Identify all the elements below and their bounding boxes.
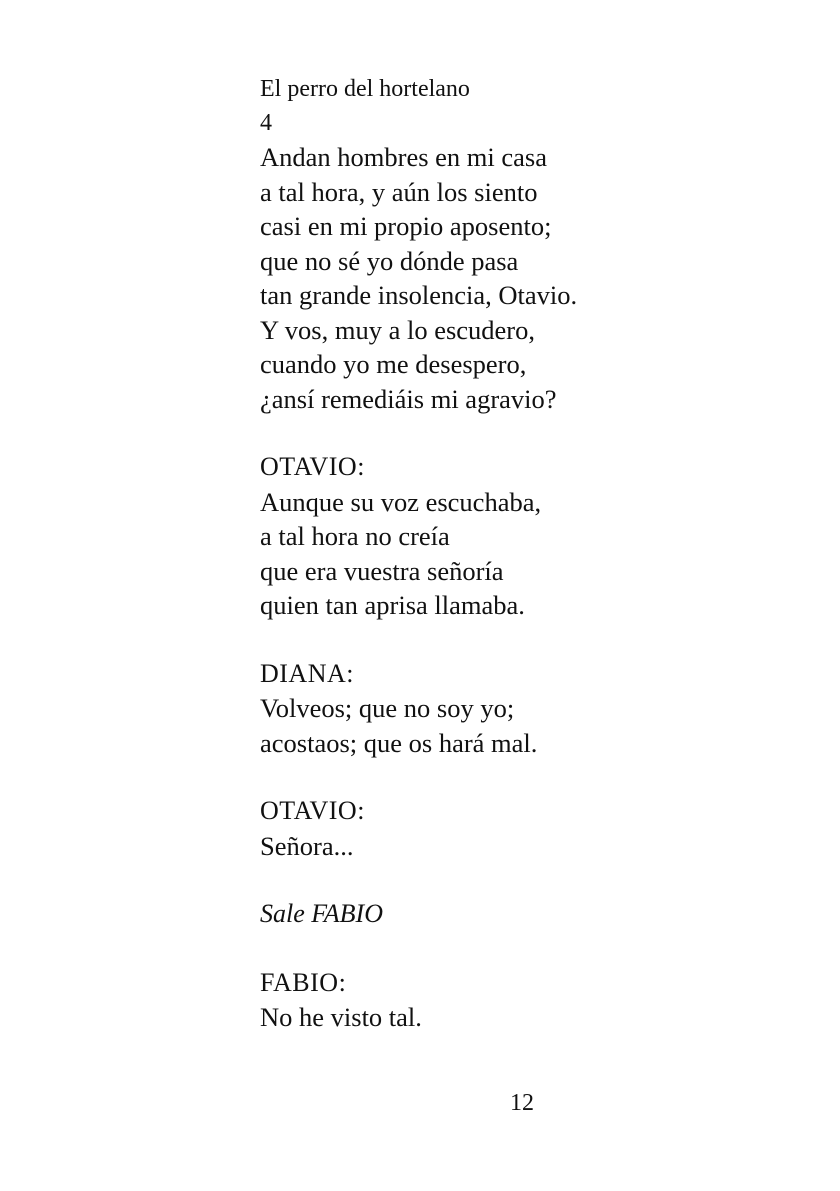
verse-line: Señora... bbox=[260, 830, 354, 861]
verse-line: casi en mi propio aposento; bbox=[260, 211, 552, 241]
verse-line: acostaos; que os hará mal. bbox=[260, 727, 538, 758]
verse-line: a tal hora no creía bbox=[260, 521, 450, 551]
opening-stanza bbox=[260, 140, 780, 416]
chapter-number: 4 bbox=[260, 110, 272, 136]
text-block bbox=[260, 72, 780, 1069]
verse-line: ¿ansí remediáis mi agravio? bbox=[260, 383, 557, 414]
running-header-title: El perro del hortelano bbox=[260, 76, 470, 102]
verse-line: Aunque su voz escuchaba, bbox=[260, 486, 542, 517]
dialogue-diana bbox=[260, 657, 780, 761]
speaker-name: OTAVIO: bbox=[260, 452, 365, 481]
verse-line: a tal hora, y aún los siento bbox=[260, 176, 538, 207]
speaker-name: FABIO: bbox=[260, 967, 347, 997]
speaker-name: OTAVIO: bbox=[260, 796, 365, 825]
verse-line: cuando yo me desespero, bbox=[260, 349, 527, 379]
stage-direction: Sale FABIO bbox=[260, 899, 383, 928]
dialogue-fabio bbox=[260, 966, 780, 1035]
verse-line: tan grande insolencia, Otavio. bbox=[260, 280, 578, 310]
verse-line: Andan hombres en mi casa bbox=[260, 142, 547, 172]
verse-line: que era vuestra señoría bbox=[260, 555, 504, 586]
verse-line: quien tan aprisa llamaba. bbox=[260, 590, 525, 620]
verse-line: Y vos, muy a lo escudero, bbox=[260, 314, 536, 345]
dialogue-otavio-2 bbox=[260, 794, 780, 863]
verse-line: No he visto tal. bbox=[260, 1002, 422, 1032]
speaker-name: DIANA: bbox=[260, 658, 354, 688]
page-number: 12 bbox=[510, 1090, 534, 1116]
verse-line: Volveos; que no soy yo; bbox=[260, 693, 515, 723]
dialogue-otavio-1 bbox=[260, 450, 780, 623]
verse-line: que no sé yo dónde pasa bbox=[260, 245, 519, 276]
